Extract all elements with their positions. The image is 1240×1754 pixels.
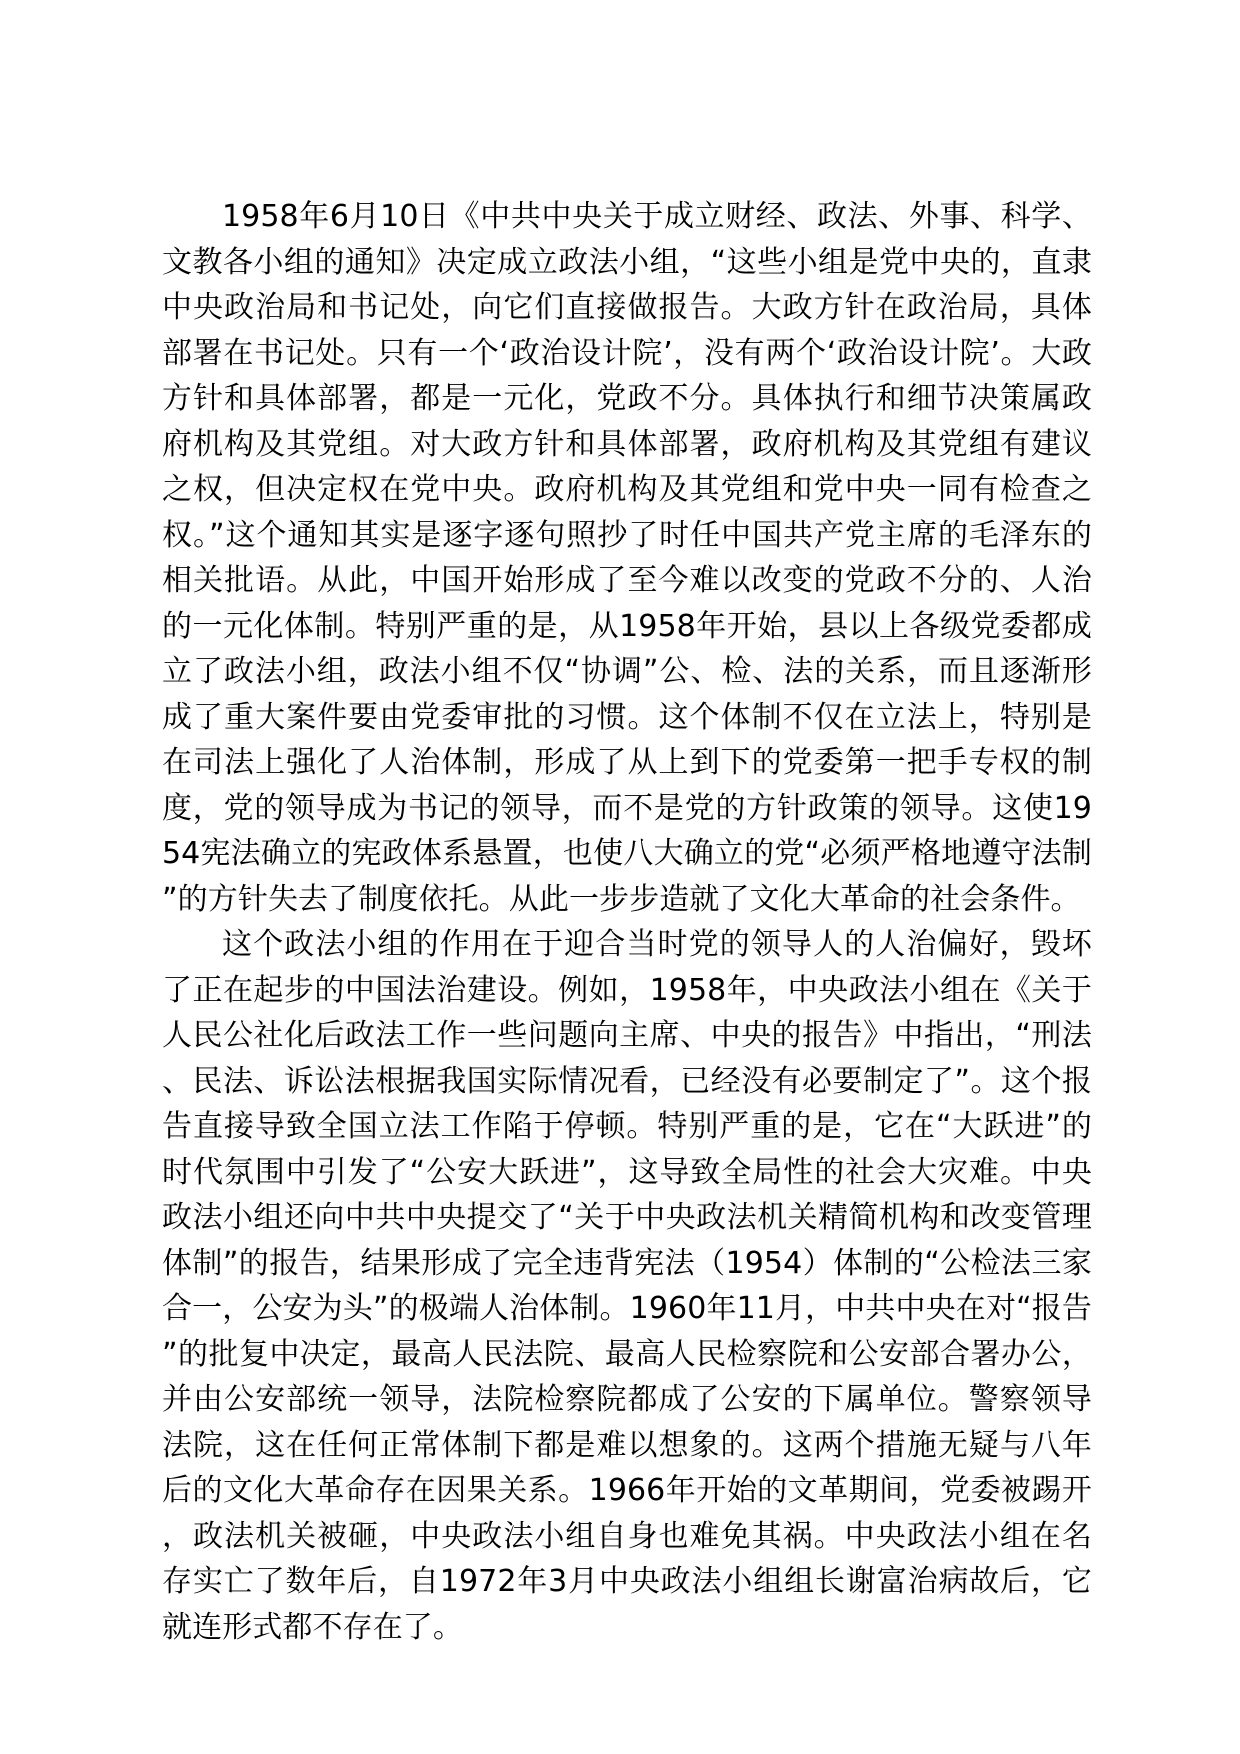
paragraph-1: 1958年6月10日《中共中央关于成立财经、政法、外事、科学、文教各小组的通知》决定成立政法小组，“这些小组是党中央的，直隶中央政治局和书记处，向它们直接做报告。大政方针在政治局，具体部署在书记处。只有一个‘政治设计院’，没有两个‘政治设计院’。大政方针和具体部署，都是一元化，党政不分。具体执行和细节决策属政府机构及其党组。对大政方针和具体部署，政府机构及其党组有建议之权，但决定权在党中央。政府机构及其党组和党中央一同有检查之权。”这个通知其实是逐字逐句照抄了时任中国共产党主席的毛泽东的相关批语。从此，中国开始形成了至今难以改变的党政不分的、人治的一元化体制。特别严重的是，从1958年开始，县以上各级党委都成立了政法小组，政法小组不仅“协调”公、检、法的关系，而且逐渐形成了重大案件要由党委审批的习惯。这个体制不仅在立法上，特别是在司法上强化了人治体制，形成了从上到下的党委第一把手专权的制度，党的领导成为书记的领导，而不是党的方针政策的领导。这使1954宪法确立的宪政体系悬置，也使八大确立的党“必须严格地遵守法制”的方针失去了制度依托。从此一步步造就了文化大革命的社会条件。 xyxy=(162,199,1092,917)
document-body xyxy=(162,194,1092,1650)
paragraph-2: 这个政法小组的作用在于迎合当时党的领导人的人治偏好，毁坏了正在起步的中国法治建设。例如，1958年，中央政法小组在《关于人民公社化后政法工作一些问题向主席、中央的报告》中指出，“刑法、民法、诉讼法根据我国实际情况看，已经没有必要制定了”。这个报告直接导致全国立法工作陷于停顿。特别严重的是，它在“大跃进”的时代氛围中引发了“公安大跃进”，这导致全局性的社会大灾难。中央政法小组还向中共中央提交了“关于中央政法机关精简机构和改变管理体制”的报告，结果形成了完全违背宪法（1954）体制的“公检法三家合一，公安为头”的极端人治体制。1960年11月，中共中央在对“报告”的批复中决定，最高人民法院、最高人民检察院和公安部合署办公，并由公安部统一领导，法院检察院都成了公安的下属单位。警察领导法院，这在任何正常体制下都是难以想象的。这两个措施无疑与八年后的文化大革命存在因果关系。1966年开始的文革期间，党委被踢开，政法机关被砸，中央政法小组自身也难免其祸。中央政法小组在名存实亡了数年后，自1972年3月中央政法小组组长谢富治病故后，它就连形式都不存在了。 xyxy=(162,927,1092,1645)
